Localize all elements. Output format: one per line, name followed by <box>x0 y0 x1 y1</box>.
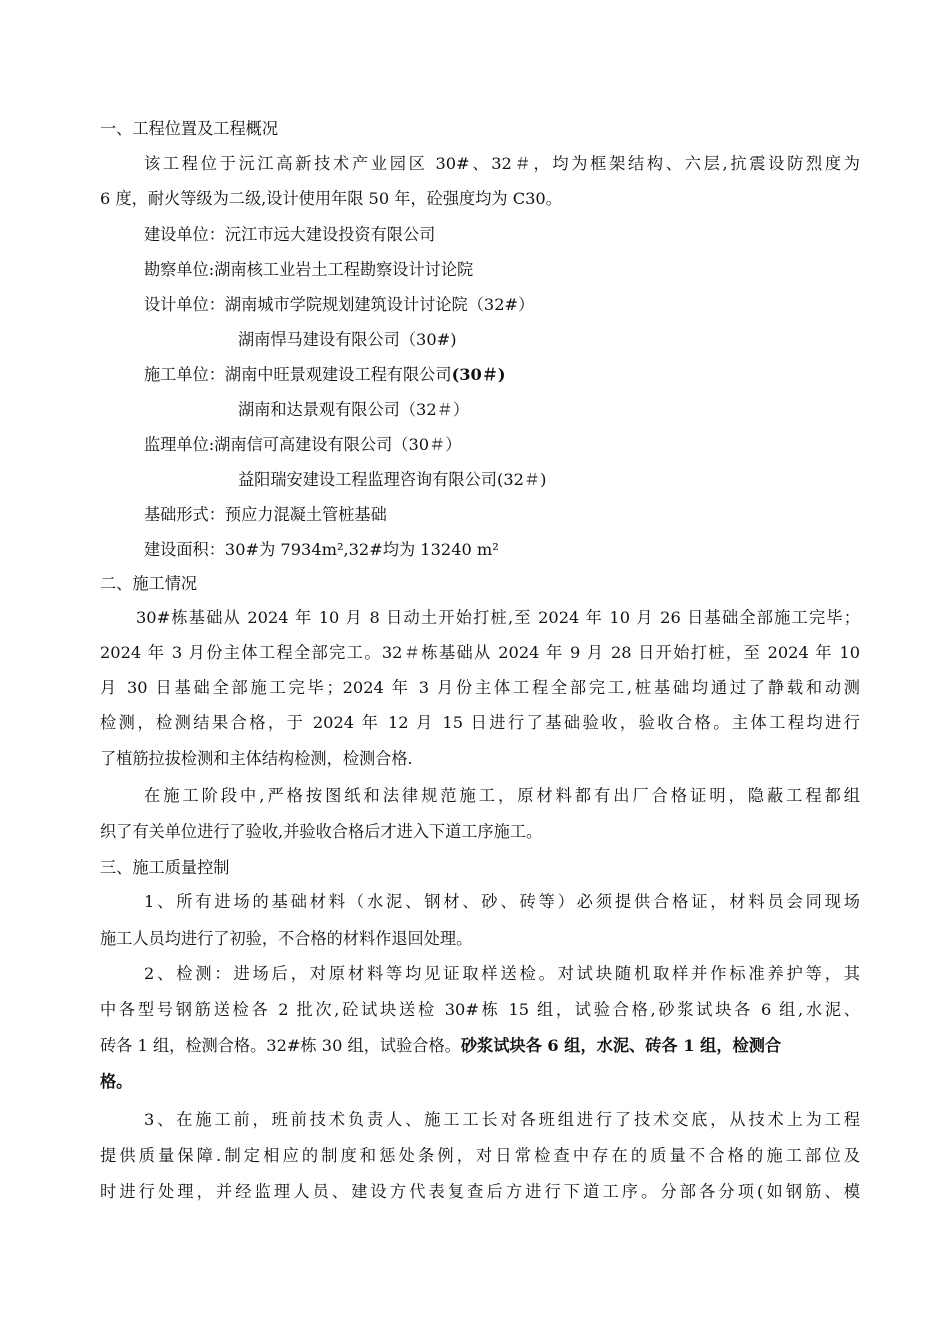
info-line-supervision: 监理单位:湖南信可高建设有限公司（30＃） <box>144 435 462 454</box>
paragraph-line: 月 30 日基础全部施工完毕；2024 年 3 月份主体工程全部完工,桩基础均通过了静载和动测 <box>100 678 860 697</box>
paragraph-line: 施工人员均进行了初验，不合格的材料作退回处理。 <box>100 929 473 948</box>
paragraph-line: 在施工阶段中,严格按图纸和法律规范施工，原材料都有出厂合格证明，隐蔽工程都组 <box>144 786 860 805</box>
info-line-design-2: 湖南悍马建设有限公司（30#) <box>238 330 457 349</box>
paragraph-line: 2024 年 3 月份主体工程全部完工。32＃栋基础从 2024 年 9 月 28 日开始打桩，至 2024 年 10 <box>100 643 860 662</box>
paragraph-line: 中各型号钢筋送检各 2 批次,砼试块送检 30#栋 15 组，试验合格,砂浆试块各 6 组,水泥、 <box>100 1000 860 1019</box>
paragraph-line: 6 度，耐火等级为二级,设计使用年限 50 年，砼强度均为 C30。 <box>100 189 562 208</box>
info-line-design: 设计单位：湖南城市学院规划建筑设计讨论院（32#） <box>144 295 535 314</box>
paragraph-line: 30#栋基础从 2024 年 10 月 8 日动土开始打桩,至 2024 年 10 月 26 日基础全部施工完毕； <box>136 608 860 627</box>
paragraph-line: 3、在施工前，班前技术负责人、施工工长对各班组进行了技术交底，从技术上为工程 <box>144 1110 860 1129</box>
section-heading-3: 三、施工质量控制 <box>100 858 230 877</box>
section-heading-2: 二、施工情况 <box>100 574 198 593</box>
paragraph-line: 1、所有进场的基础材料（水泥、钢材、砂、砖等）必须提供合格证，材料员会同现场 <box>144 892 860 911</box>
info-line-construction-text: 施工单位：湖南中旺景观建设工程有限公司 <box>144 365 452 384</box>
info-line-construction-tag: (30＃) <box>451 365 506 384</box>
paragraph-text: 砖各 1 组，检测合格。32#栋 30 组，试验合格。 <box>100 1036 461 1055</box>
info-line-foundation: 基础形式：预应力混凝土管桩基础 <box>144 505 387 524</box>
info-line-survey: 勘察单位:湖南核工业岩土工程勘察设计讨论院 <box>144 260 474 279</box>
section-heading-1: 一、工程位置及工程概况 <box>100 119 279 138</box>
paragraph-line: 检测，检测结果合格，于 2024 年 12 月 15 日进行了基础验收，验收合格。主体工程均进行 <box>100 713 860 732</box>
paragraph-line: 织了有关单位进行了验收,并验收合格后才进入下道工序施工。 <box>100 822 543 841</box>
info-line-owner: 建设单位：沅江市远大建设投资有限公司 <box>144 225 436 244</box>
info-line-construction-2: 湖南和达景观有限公司（32＃） <box>238 400 470 419</box>
paragraph-line: 2、检测：进场后，对原材料等均见证取样送检。对试块随机取样并作标准养护等，其 <box>144 964 860 983</box>
paragraph-line: 时进行处理，并经监理人员、建设方代表复查后方进行下道工序。分部各分项(如钢筋、模 <box>100 1182 860 1201</box>
paragraph-bold-line: 格。 <box>100 1072 133 1091</box>
paragraph-line-mixed <box>100 1036 860 1056</box>
paragraph-line: 提供质量保障.制定相应的制度和惩处条例，对日常检查中存在的质量不合格的施工部位及 <box>100 1146 860 1165</box>
paragraph-line: 了植筋拉拔检测和主体结构检测，检测合格. <box>100 749 413 768</box>
info-line-area: 建设面积：30#为 7934m²,32#均为 13240 m² <box>144 540 499 559</box>
paragraph-bold-text: 砂浆试块各 6 组，水泥、砖各 1 组，检测合 <box>460 1036 782 1055</box>
info-line-construction <box>144 365 860 385</box>
info-line-supervision-2: 益阳瑞安建设工程监理咨询有限公司(32＃) <box>238 470 547 489</box>
paragraph-line: 该工程位于沅江高新技术产业园区 30#、32＃，均为框架结构、六层,抗震设防烈度为 <box>144 154 860 173</box>
